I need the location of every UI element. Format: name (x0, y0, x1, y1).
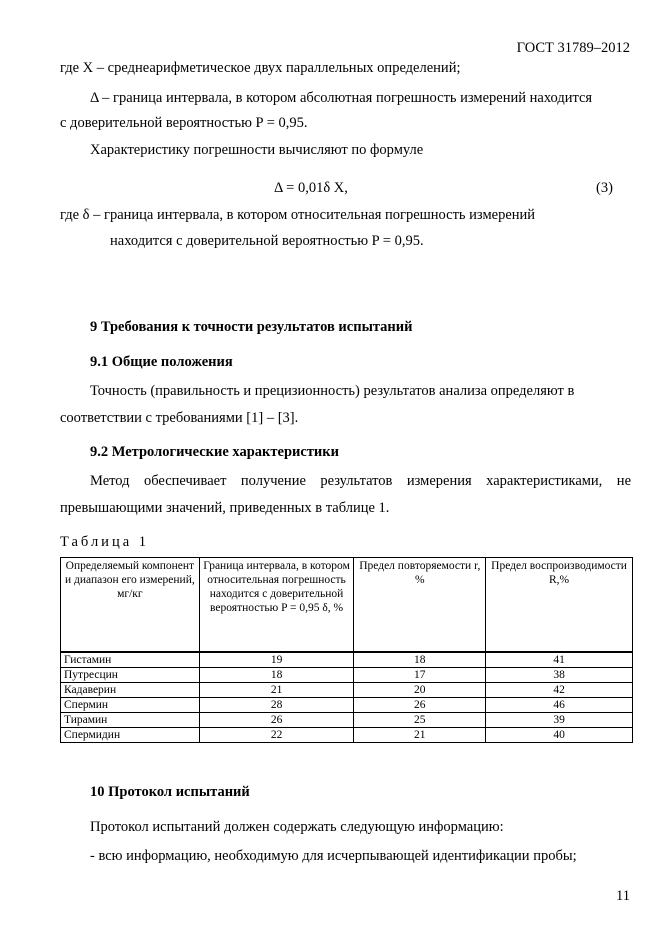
intro-line-6: находится с доверительной вероятностью P = 0,95. (110, 233, 424, 249)
table-row (61, 667, 633, 682)
cell-interval: 19 (199, 652, 354, 668)
cell-interval: 26 (199, 712, 354, 727)
header-reproducibility: Предел воспроизводимости R,% (486, 558, 633, 652)
cell-reproducibility: 41 (486, 652, 633, 668)
section-9-2-line-2: превышающими значений, приведенных в таблице 1. (60, 500, 390, 516)
intro-line-4: Характеристику погрешности вычисляют по формуле (90, 142, 424, 158)
cell-repeatability: 26 (354, 697, 486, 712)
cell-component: Гистамин (61, 652, 200, 668)
cell-interval: 18 (199, 667, 354, 682)
section-9-2-line-1: Метод обеспечивает получение результатов измерения характеристиками, не (90, 473, 631, 489)
cell-reproducibility: 46 (486, 697, 633, 712)
cell-component: Путресцин (61, 667, 200, 682)
formula: Δ = 0,01δ X, (274, 180, 348, 196)
cell-repeatability: 17 (354, 667, 486, 682)
cell-reproducibility: 39 (486, 712, 633, 727)
cell-interval: 22 (199, 727, 354, 742)
header-repeatability: Предел повторяемости r, % (354, 558, 486, 652)
cell-component: Спермин (61, 697, 200, 712)
intro-line-3: с доверительной вероятностью P = 0,95. (60, 115, 308, 131)
section-9-1-heading: 9.1 Общие положения (90, 354, 233, 370)
section-10-line-2: - всю информацию, необходимую для исчерпывающей идентификации пробы; (90, 848, 577, 864)
cell-reproducibility: 40 (486, 727, 633, 742)
cell-interval: 21 (199, 682, 354, 697)
intro-line-2: Δ – граница интервала, в котором абсолютная погрешность измерений находится (90, 90, 593, 106)
cell-reproducibility: 38 (486, 667, 633, 682)
intro-line-5: где δ – граница интервала, в котором относительная погрешность измерений (60, 207, 536, 223)
table-1 (60, 557, 633, 743)
cell-reproducibility: 42 (486, 682, 633, 697)
intro-line-1: где X – среднеарифметическое двух параллельных определений; (60, 60, 461, 76)
formula-number: (3) (596, 180, 613, 196)
cell-repeatability: 20 (354, 682, 486, 697)
section-9-1-line-2: соответствии с требованиями [1] – [3]. (60, 410, 299, 426)
page-number: 11 (616, 888, 630, 904)
cell-repeatability: 25 (354, 712, 486, 727)
table-row (61, 727, 633, 742)
section-9-heading: 9 Требования к точности результатов испытаний (90, 319, 413, 335)
table-header-row (61, 558, 633, 652)
cell-component: Тирамин (61, 712, 200, 727)
table-row (61, 697, 633, 712)
cell-repeatability: 21 (354, 727, 486, 742)
table-row (61, 682, 633, 697)
section-9-2-heading: 9.2 Метрологические характеристики (90, 444, 339, 460)
cell-repeatability: 18 (354, 652, 486, 668)
table-caption: Таблица 1 (60, 534, 150, 550)
table-row (61, 712, 633, 727)
section-10-heading: 10 Протокол испытаний (90, 784, 250, 800)
header-interval: Граница интервала, в котором относительная погрешность находится с доверительной вероятностью P = 0,95 δ, % (199, 558, 354, 652)
table-row (61, 652, 633, 668)
section-9-1-line-1: Точность (правильность и прецизионность) результатов анализа определяют в (90, 383, 575, 399)
cell-component: Спермидин (61, 727, 200, 742)
document-code: ГОСТ 31789–2012 (516, 40, 630, 56)
section-10-line-1: Протокол испытаний должен содержать следующую информацию: (90, 819, 504, 835)
header-component: Определяемый компонент и диапазон его измерений, мг/кг (61, 558, 200, 652)
cell-component: Кадаверин (61, 682, 200, 697)
cell-interval: 28 (199, 697, 354, 712)
